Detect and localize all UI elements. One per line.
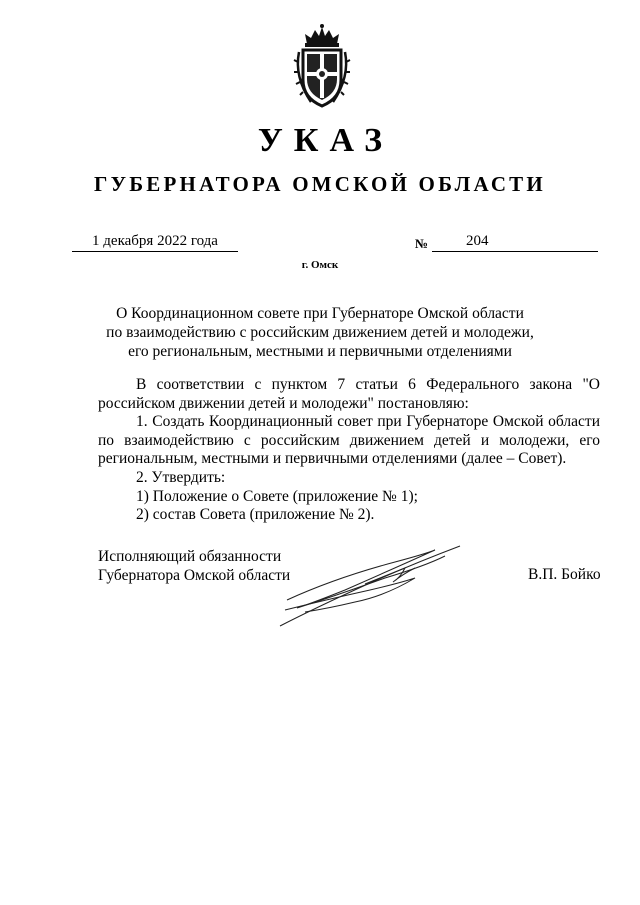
heading-line: его региональным, местными и первичными отделениями — [128, 343, 512, 360]
preamble-paragraph: В соответствии с пунктом 7 статьи 6 Федерального закона "О российском движении детей и молодежи" постановляю: — [98, 376, 600, 412]
document-type-title: УКАЗ — [257, 122, 394, 159]
signer-position-line: Губернатора Омской области — [98, 567, 291, 584]
coat-of-arms-icon — [291, 22, 353, 110]
item-2-paragraph: 2. Утвердить: — [136, 468, 226, 486]
signer-position-line: Исполняющий обязанности — [98, 548, 282, 565]
heading-line: по взаимодействию с российским движением детей и молодежи, — [106, 324, 534, 341]
handwritten-signature — [275, 538, 470, 630]
decree-heading — [100, 304, 540, 361]
decree-number-field — [432, 233, 598, 252]
issuer-title: ГУБЕРНАТОРА ОМСКОЙ ОБЛАСТИ — [94, 172, 546, 196]
signer-name: В.П. Бойко — [528, 566, 601, 583]
item-2-2-paragraph: 2) состав Совета (приложение № 2). — [136, 506, 375, 524]
heading-line: О Координационном совете при Губернаторе Омской области — [116, 305, 524, 322]
item-2-1-paragraph: 1) Положение о Совете (приложение № 1); — [136, 487, 418, 505]
decree-number-label: № — [415, 236, 429, 251]
decree-number: 204 — [466, 233, 489, 249]
decree-city: г. Омск — [301, 259, 339, 271]
decree-date: 1 декабря 2022 года — [72, 233, 238, 252]
item-1-paragraph: 1. Создать Координационный совет при Губернаторе Омской области по взаимодействию с российским движением детей и молодежи, его региональным, местными и первичными отделениями (далее – Совет). — [98, 413, 600, 468]
decree-body — [98, 376, 600, 525]
